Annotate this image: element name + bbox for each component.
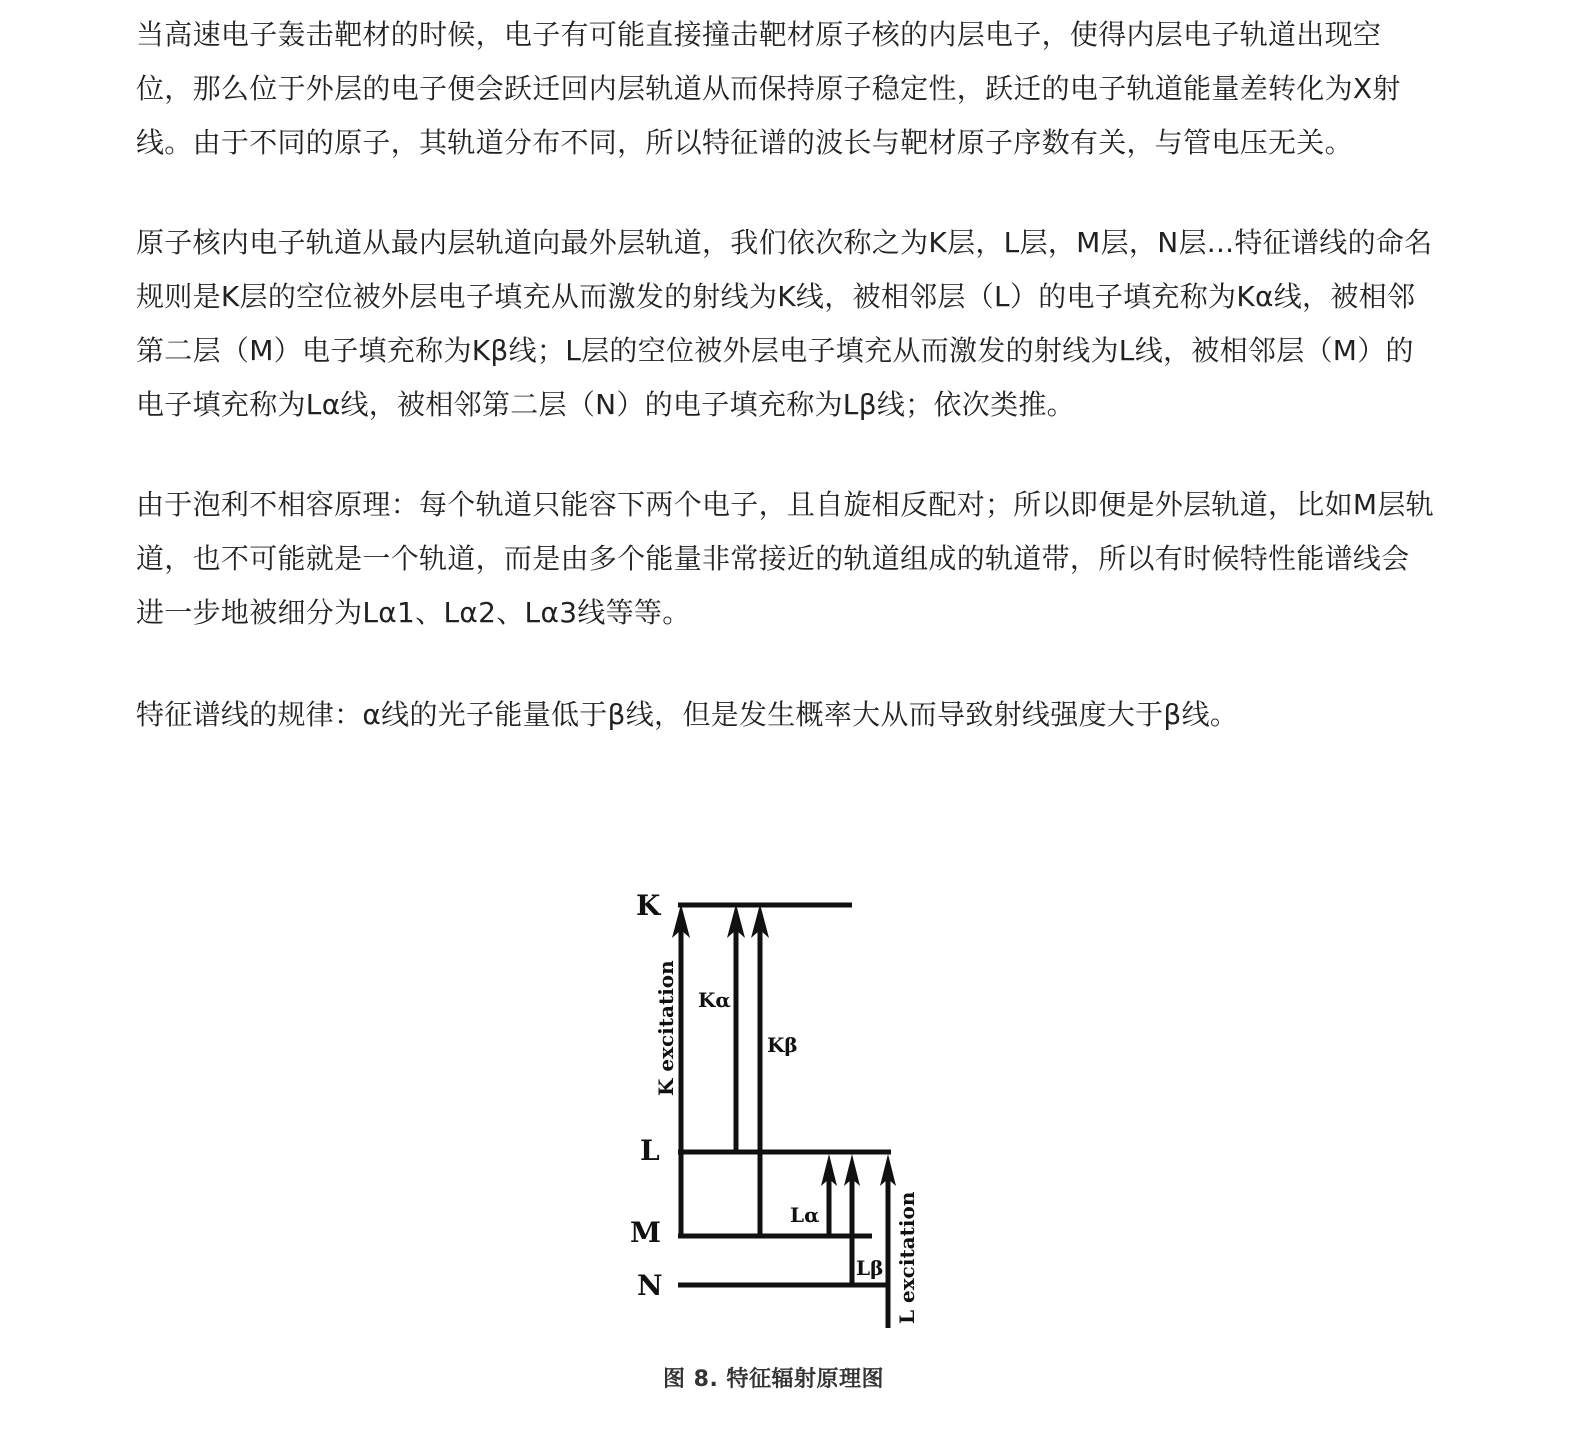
l-alpha-label: Lα [790, 1203, 820, 1227]
paragraph-pauli-principle: 由于泡利不相容原理：每个轨道只能容下两个电子，且自旋相反配对；所以即便是外层轨道，比如M层轨道，也不可能就是一个轨道，而是由多个能量非常接近的轨道组成的轨道带，所以有时候特性能谱线会进一步地被细分为Lα1、Lα2、Lα3线等等。 [136, 488, 1434, 629]
k-excitation-label: K excitation [654, 960, 678, 1096]
energy-level-diagram-svg [620, 880, 940, 1350]
k-alpha-label: Kα [698, 988, 731, 1012]
l-beta-label: Lβ [856, 1256, 884, 1280]
l-level-label: L [640, 1134, 660, 1167]
paragraph-high-speed-electron: 当高速电子轰击靶材的时候，电子有可能直接撞击靶材原子核的内层电子，使得内层电子轨道出现空位，那么位于外层的电子便会跃迁回内层轨道从而保持原子稳定性，跃迁的电子轨道能量差转化为X射线。由于不同的原子，其轨道分布不同，所以特征谱的波长与靶材原子序数有关，与管电压无关。 [136, 18, 1401, 159]
m-level-label: M [630, 1216, 661, 1249]
l-excitation-label: L excitation [895, 1191, 919, 1324]
characteristic-radiation-diagram [620, 880, 940, 1410]
k-beta-label: Kβ [767, 1033, 798, 1057]
paragraph-shell-naming: 原子核内电子轨道从最内层轨道向最外层轨道，我们依次称之为K层，L层，M层，N层...特征谱线的命名规则是K层的空位被外层电子填充从而激发的射线为K线，被相邻层（L）的电子填充称为Kα线，被相邻第二层（M）电子填充称为Kβ线；L层的空位被外层电子填充从而激发的射线为L线，被相邻层（M）的电子填充称为Lα线，被相邻第二层（N）的电子填充称为Lβ线；依次类推。 [136, 226, 1433, 421]
paragraph-spectral-rule: 特征谱线的规律：α线的光子能量低于β线，但是发生概率大从而导致射线强度大于β线。 [136, 698, 1239, 731]
figure-caption: 图 8. 特征辐射原理图 [663, 1367, 884, 1392]
k-level-label: K [636, 889, 661, 922]
n-level-label: N [637, 1269, 663, 1302]
